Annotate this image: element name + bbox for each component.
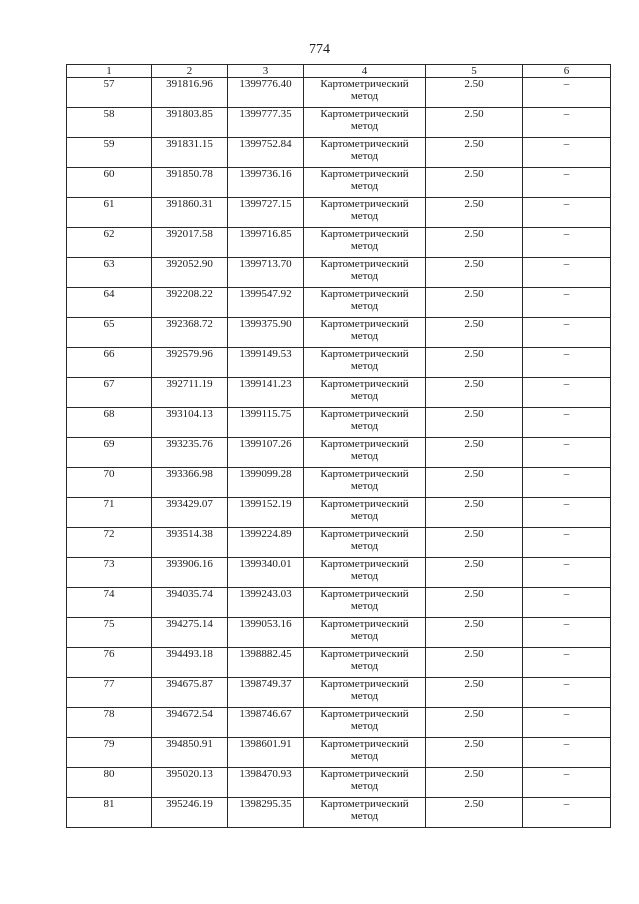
note-dash: – (523, 288, 611, 318)
x-coordinate: 394675.87 (152, 678, 228, 708)
x-coordinate: 395246.19 (152, 798, 228, 828)
method-line-1: Картометрический (320, 138, 409, 150)
method-line-2: метод (350, 150, 379, 162)
method-line-1: Картометрический (320, 618, 409, 630)
table-row (67, 708, 611, 738)
method-line-1: Картометрический (320, 738, 409, 750)
x-coordinate: 391816.96 (152, 78, 228, 108)
point-number: 60 (67, 168, 152, 198)
point-number: 73 (67, 558, 152, 588)
method-cell (304, 288, 426, 318)
table-row (67, 228, 611, 258)
y-coordinate: 1399243.03 (228, 588, 304, 618)
note-dash: – (523, 438, 611, 468)
x-coordinate: 393906.16 (152, 558, 228, 588)
accuracy-value: 2.50 (426, 438, 523, 468)
method-cell (304, 708, 426, 738)
method-line-2: метод (350, 600, 379, 612)
accuracy-value: 2.50 (426, 168, 523, 198)
accuracy-value: 2.50 (426, 678, 523, 708)
method-line-1: Картометрический (320, 198, 409, 210)
x-coordinate: 391831.15 (152, 138, 228, 168)
y-coordinate: 1399713.70 (228, 258, 304, 288)
method-cell (304, 618, 426, 648)
method-cell (304, 78, 426, 108)
method-line-2: метод (350, 390, 379, 402)
accuracy-value: 2.50 (426, 288, 523, 318)
note-dash: – (523, 348, 611, 378)
accuracy-value: 2.50 (426, 138, 523, 168)
y-coordinate: 1399053.16 (228, 618, 304, 648)
table-header-row (67, 65, 611, 78)
method-cell (304, 648, 426, 678)
method-cell (304, 468, 426, 498)
point-number: 74 (67, 588, 152, 618)
method-line-1: Картометрический (320, 528, 409, 540)
y-coordinate: 1399776.40 (228, 78, 304, 108)
x-coordinate: 391850.78 (152, 168, 228, 198)
method-line-2: метод (350, 360, 379, 372)
x-coordinate: 394275.14 (152, 618, 228, 648)
y-coordinate: 1399107.26 (228, 438, 304, 468)
point-number: 58 (67, 108, 152, 138)
y-coordinate: 1399736.16 (228, 168, 304, 198)
method-line-2: метод (350, 240, 379, 252)
method-line-1: Картометрический (320, 498, 409, 510)
accuracy-value: 2.50 (426, 198, 523, 228)
method-cell (304, 348, 426, 378)
method-line-2: метод (350, 810, 379, 822)
method-line-2: метод (350, 420, 379, 432)
x-coordinate: 394493.18 (152, 648, 228, 678)
accuracy-value: 2.50 (426, 408, 523, 438)
y-coordinate: 1399375.90 (228, 318, 304, 348)
x-coordinate: 394672.54 (152, 708, 228, 738)
x-coordinate: 393514.38 (152, 528, 228, 558)
table-row (67, 408, 611, 438)
method-line-2: метод (350, 510, 379, 522)
point-number: 75 (67, 618, 152, 648)
method-cell (304, 438, 426, 468)
column-header: 3 (228, 65, 304, 78)
method-cell (304, 198, 426, 228)
method-cell (304, 498, 426, 528)
note-dash: – (523, 138, 611, 168)
method-line-1: Картометрический (320, 678, 409, 690)
point-number: 69 (67, 438, 152, 468)
point-number: 66 (67, 348, 152, 378)
accuracy-value: 2.50 (426, 258, 523, 288)
x-coordinate: 392208.22 (152, 288, 228, 318)
note-dash: – (523, 678, 611, 708)
method-cell (304, 318, 426, 348)
coordinates-table (66, 64, 611, 828)
point-number: 62 (67, 228, 152, 258)
table-row (67, 168, 611, 198)
column-header: 5 (426, 65, 523, 78)
method-cell (304, 528, 426, 558)
x-coordinate: 393235.76 (152, 438, 228, 468)
y-coordinate: 1399547.92 (228, 288, 304, 318)
table-row (67, 678, 611, 708)
method-line-1: Картометрический (320, 588, 409, 600)
table-row (67, 798, 611, 828)
x-coordinate: 393104.13 (152, 408, 228, 438)
table-row (67, 288, 611, 318)
method-cell (304, 558, 426, 588)
table-row (67, 468, 611, 498)
accuracy-value: 2.50 (426, 108, 523, 138)
method-cell (304, 258, 426, 288)
point-number: 80 (67, 768, 152, 798)
point-number: 64 (67, 288, 152, 318)
x-coordinate: 394850.91 (152, 738, 228, 768)
x-coordinate: 392711.19 (152, 378, 228, 408)
table-row (67, 258, 611, 288)
x-coordinate: 393366.98 (152, 468, 228, 498)
note-dash: – (523, 558, 611, 588)
point-number: 72 (67, 528, 152, 558)
accuracy-value: 2.50 (426, 618, 523, 648)
note-dash: – (523, 738, 611, 768)
accuracy-value: 2.50 (426, 708, 523, 738)
method-line-1: Картометрический (320, 378, 409, 390)
y-coordinate: 1398746.67 (228, 708, 304, 738)
method-cell (304, 738, 426, 768)
y-coordinate: 1399777.35 (228, 108, 304, 138)
table-row (67, 78, 611, 108)
method-line-1: Картометрический (320, 648, 409, 660)
method-line-1: Картометрический (320, 228, 409, 240)
method-line-1: Картометрический (320, 438, 409, 450)
point-number: 81 (67, 798, 152, 828)
method-line-2: метод (350, 120, 379, 132)
method-line-2: метод (350, 90, 379, 102)
table-row (67, 528, 611, 558)
table-body (67, 78, 611, 828)
method-line-2: метод (350, 690, 379, 702)
point-number: 67 (67, 378, 152, 408)
point-number: 77 (67, 678, 152, 708)
note-dash: – (523, 498, 611, 528)
column-header: 2 (152, 65, 228, 78)
note-dash: – (523, 408, 611, 438)
note-dash: – (523, 108, 611, 138)
table-row (67, 618, 611, 648)
point-number: 79 (67, 738, 152, 768)
page-number: 774 (309, 42, 330, 57)
method-line-1: Картометрический (320, 78, 409, 90)
method-line-1: Картометрический (320, 348, 409, 360)
note-dash: – (523, 588, 611, 618)
method-line-1: Картометрический (320, 318, 409, 330)
point-number: 76 (67, 648, 152, 678)
accuracy-value: 2.50 (426, 648, 523, 678)
method-line-1: Картометрический (320, 468, 409, 480)
method-cell (304, 138, 426, 168)
table-row (67, 738, 611, 768)
method-cell (304, 168, 426, 198)
point-number: 61 (67, 198, 152, 228)
y-coordinate: 1399115.75 (228, 408, 304, 438)
accuracy-value: 2.50 (426, 528, 523, 558)
method-line-2: метод (350, 210, 379, 222)
table-row (67, 588, 611, 618)
table-row (67, 378, 611, 408)
column-header: 6 (523, 65, 611, 78)
y-coordinate: 1399716.85 (228, 228, 304, 258)
method-line-2: метод (350, 540, 379, 552)
note-dash: – (523, 468, 611, 498)
note-dash: – (523, 228, 611, 258)
table-row (67, 558, 611, 588)
y-coordinate: 1399141.23 (228, 378, 304, 408)
method-cell (304, 408, 426, 438)
y-coordinate: 1398749.37 (228, 678, 304, 708)
y-coordinate: 1399340.01 (228, 558, 304, 588)
method-cell (304, 378, 426, 408)
table-row (67, 768, 611, 798)
table-row (67, 318, 611, 348)
accuracy-value: 2.50 (426, 588, 523, 618)
method-line-2: метод (350, 720, 379, 732)
accuracy-value: 2.50 (426, 318, 523, 348)
note-dash: – (523, 78, 611, 108)
x-coordinate: 392368.72 (152, 318, 228, 348)
table-row (67, 138, 611, 168)
point-number: 59 (67, 138, 152, 168)
x-coordinate: 393429.07 (152, 498, 228, 528)
note-dash: – (523, 528, 611, 558)
point-number: 57 (67, 78, 152, 108)
method-line-1: Картометрический (320, 558, 409, 570)
accuracy-value: 2.50 (426, 768, 523, 798)
method-line-1: Картометрический (320, 768, 409, 780)
point-number: 63 (67, 258, 152, 288)
method-line-2: метод (350, 780, 379, 792)
x-coordinate: 392579.96 (152, 348, 228, 378)
y-coordinate: 1398601.91 (228, 738, 304, 768)
method-line-2: метод (350, 750, 379, 762)
y-coordinate: 1398470.93 (228, 768, 304, 798)
table-row (67, 348, 611, 378)
table-row (67, 438, 611, 468)
note-dash: – (523, 708, 611, 738)
point-number: 70 (67, 468, 152, 498)
y-coordinate: 1398882.45 (228, 648, 304, 678)
method-line-2: метод (350, 270, 379, 282)
method-line-1: Картометрический (320, 168, 409, 180)
y-coordinate: 1398295.35 (228, 798, 304, 828)
point-number: 65 (67, 318, 152, 348)
method-line-2: метод (350, 480, 379, 492)
method-line-1: Картометрический (320, 288, 409, 300)
method-cell (304, 678, 426, 708)
y-coordinate: 1399727.15 (228, 198, 304, 228)
note-dash: – (523, 318, 611, 348)
note-dash: – (523, 378, 611, 408)
method-line-2: метод (350, 330, 379, 342)
table-row (67, 498, 611, 528)
point-number: 68 (67, 408, 152, 438)
x-coordinate: 392052.90 (152, 258, 228, 288)
method-cell (304, 588, 426, 618)
method-line-1: Картометрический (320, 708, 409, 720)
point-number: 78 (67, 708, 152, 738)
note-dash: – (523, 798, 611, 828)
y-coordinate: 1399149.53 (228, 348, 304, 378)
method-line-2: метод (350, 180, 379, 192)
note-dash: – (523, 258, 611, 288)
accuracy-value: 2.50 (426, 228, 523, 258)
x-coordinate: 392017.58 (152, 228, 228, 258)
accuracy-value: 2.50 (426, 348, 523, 378)
accuracy-value: 2.50 (426, 798, 523, 828)
method-line-2: метод (350, 630, 379, 642)
x-coordinate: 394035.74 (152, 588, 228, 618)
accuracy-value: 2.50 (426, 468, 523, 498)
method-line-2: метод (350, 450, 379, 462)
y-coordinate: 1399152.19 (228, 498, 304, 528)
note-dash: – (523, 648, 611, 678)
method-line-2: метод (350, 660, 379, 672)
x-coordinate: 395020.13 (152, 768, 228, 798)
note-dash: – (523, 618, 611, 648)
method-line-1: Картометрический (320, 798, 409, 810)
accuracy-value: 2.50 (426, 78, 523, 108)
column-header: 4 (304, 65, 426, 78)
note-dash: – (523, 198, 611, 228)
y-coordinate: 1399752.84 (228, 138, 304, 168)
y-coordinate: 1399224.89 (228, 528, 304, 558)
note-dash: – (523, 768, 611, 798)
table-row (67, 108, 611, 138)
y-coordinate: 1399099.28 (228, 468, 304, 498)
point-number: 71 (67, 498, 152, 528)
method-line-1: Картометрический (320, 108, 409, 120)
method-cell (304, 108, 426, 138)
accuracy-value: 2.50 (426, 498, 523, 528)
table-row (67, 648, 611, 678)
table-row (67, 198, 611, 228)
method-line-2: метод (350, 570, 379, 582)
accuracy-value: 2.50 (426, 558, 523, 588)
note-dash: – (523, 168, 611, 198)
method-cell (304, 798, 426, 828)
method-line-1: Картометрический (320, 408, 409, 420)
method-cell (304, 228, 426, 258)
x-coordinate: 391860.31 (152, 198, 228, 228)
method-cell (304, 768, 426, 798)
accuracy-value: 2.50 (426, 378, 523, 408)
method-line-2: метод (350, 300, 379, 312)
accuracy-value: 2.50 (426, 738, 523, 768)
column-header: 1 (67, 65, 152, 78)
x-coordinate: 391803.85 (152, 108, 228, 138)
method-line-1: Картометрический (320, 258, 409, 270)
